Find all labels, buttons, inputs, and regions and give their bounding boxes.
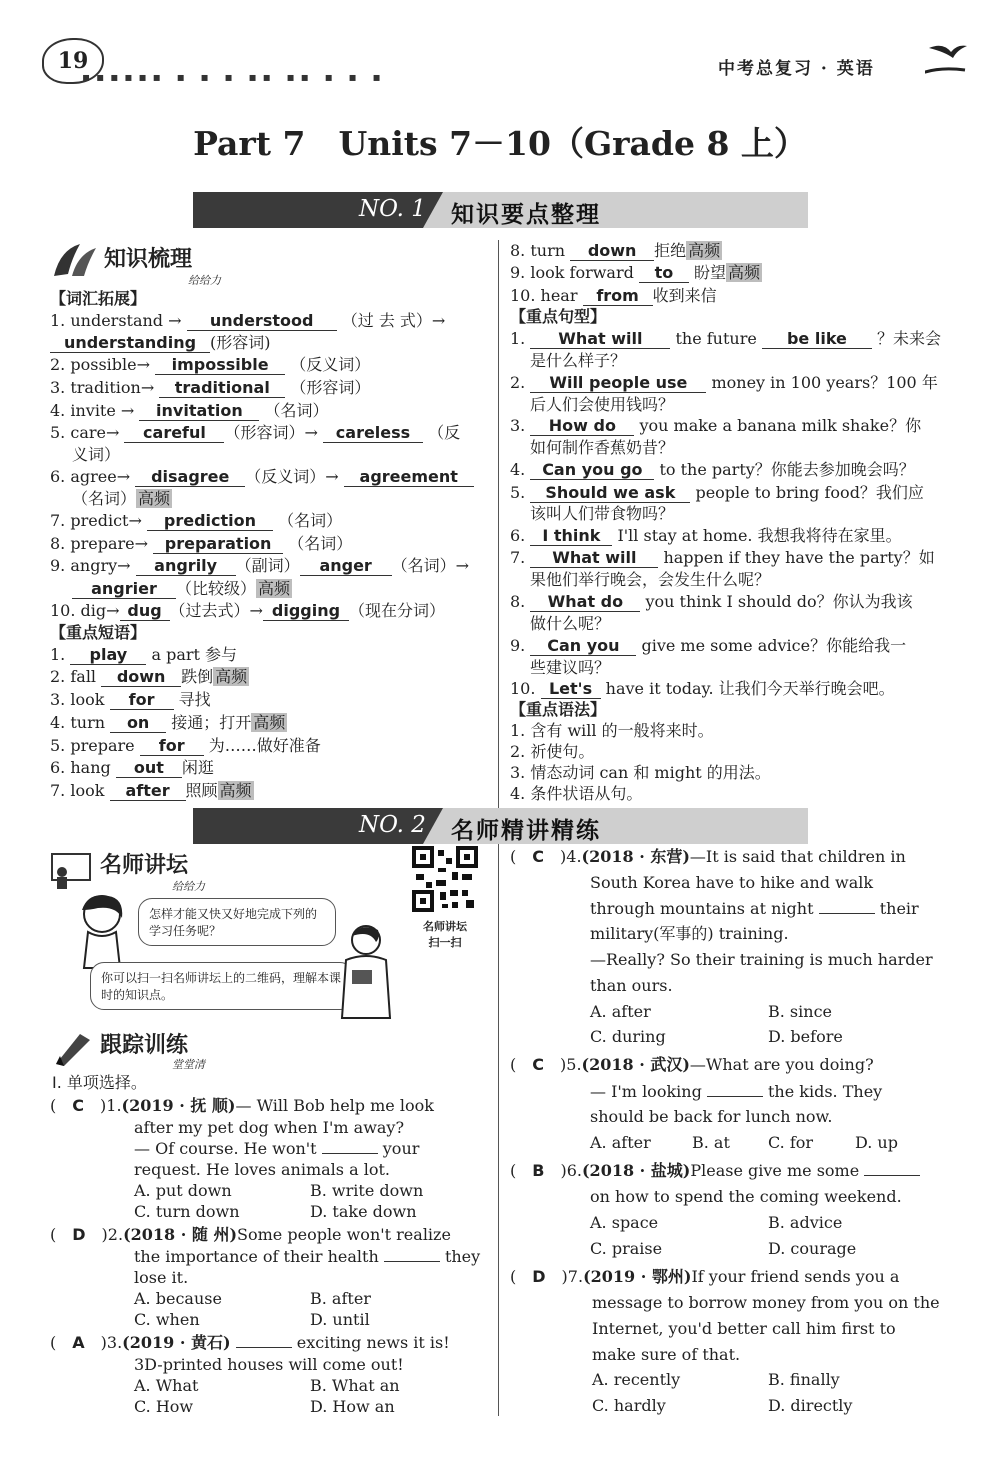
genzong-sub: 堂堂清	[172, 1058, 205, 1071]
q2-option-c: C. when	[134, 1310, 200, 1329]
q7-option-c: C. hardly	[592, 1396, 666, 1415]
grammar-2: 2. 祈使句。	[510, 742, 595, 761]
mingshi-sub: 给给力	[172, 880, 205, 893]
question-7: ( D )7.(2019 · 鄂州)If your friend sends you a	[510, 1267, 900, 1286]
feather-icon	[50, 240, 100, 280]
question-1: ( C )1.(2019 · 抚 顺)— Will Bob help me look	[50, 1096, 434, 1115]
answer-bubble: 你可以扫一扫名师讲坛上的二维码，理解本课时的知识点。	[90, 962, 354, 1010]
header-dots: ▪▪▪▪▪▪ ▪ ▪ ▪ ▪▪ ▪▪ ▪ ▪ ▪	[82, 70, 387, 84]
q1-line-4: request. He loves animals a lot.	[134, 1160, 390, 1179]
q1-line-2: after my pet dog when I'm away?	[134, 1118, 405, 1137]
q3-option-c: C. How	[134, 1397, 194, 1416]
q7-option-d: D. directly	[768, 1396, 853, 1415]
vocab-line-8: 8. prepare→ preparation （名词）	[50, 534, 353, 553]
section-bar-no1	[193, 192, 808, 228]
grammar-4: 4. 条件状语从句。	[510, 784, 643, 803]
q4-line-4: military(军事的) training.	[590, 924, 789, 943]
q4-option-d: D. before	[768, 1027, 843, 1046]
phrase-5: 5. prepare for 为……做好准备	[50, 736, 321, 755]
q7-line-4: make sure of that.	[592, 1345, 741, 1364]
sentence-9b: 些建议吗？	[530, 658, 611, 677]
q1-option-b: B. write down	[310, 1181, 424, 1200]
q1-option-d: D. take down	[310, 1202, 417, 1221]
phrases-heading: 【重点短语】	[50, 623, 147, 642]
q5-line-2: — I'm looking the kids. They	[590, 1082, 883, 1101]
q7-option-a: A. recently	[592, 1370, 681, 1389]
phrase-8: 8. turn down 拒绝 高频	[510, 241, 721, 260]
vocab-line-7: 7. predict→ prediction （名词）	[50, 511, 343, 530]
q7-line-3: Internet, you'd better call him first to	[592, 1319, 896, 1338]
grammar-heading: 【重点语法】	[510, 700, 607, 719]
q5-option-c: C. for	[768, 1133, 814, 1152]
sentence-2: 2. Will people use money in 100 years？100 年	[510, 373, 938, 392]
vocab-line-6b: （名词） 高频	[72, 489, 171, 508]
q4-option-a: A. after	[590, 1002, 651, 1021]
phrase-6: 6. hang out 闲逛	[50, 758, 214, 777]
vocab-line-4: 4. invite → invitation （名词）	[50, 401, 329, 420]
genzong-title: 跟踪训练	[100, 1033, 189, 1058]
sentence-1: 1. What will the future be like ？未来会	[510, 329, 942, 348]
exercise-heading: Ⅰ. 单项选择。	[52, 1073, 147, 1092]
section-title: 名师精讲精练	[451, 818, 601, 844]
section-no: NO. 1	[359, 196, 426, 222]
q4-line-6: than ours.	[590, 976, 673, 995]
question-5: ( C )5.(2018 · 武汉)—What are you doing?	[510, 1055, 874, 1074]
phrase-7: 7. look after 照顾 高频	[50, 781, 252, 800]
q1-option-a: A. put down	[134, 1181, 232, 1200]
phrase-2: 2. fall down 跌倒 高频	[50, 667, 248, 686]
phrase-1: 1. play a part 参与	[50, 645, 238, 664]
sentence-7: 7. What will happen if they have the party？如	[510, 548, 935, 567]
q6-option-a: A. space	[590, 1213, 659, 1232]
q4-option-b: B. since	[768, 1002, 832, 1021]
pen-icon	[50, 1028, 96, 1068]
teacher-icon	[330, 920, 400, 1020]
phrase-4: 4. turn on 接通；打开 高频	[50, 713, 286, 732]
q3-option-a: A. What	[134, 1376, 199, 1395]
q6-option-b: B. advice	[768, 1213, 843, 1232]
qr-label-2: 扫一扫	[428, 936, 462, 949]
grammar-1: 1. 含有 will 的一般将来时。	[510, 721, 714, 740]
q1-option-c: C. turn down	[134, 1202, 240, 1221]
q3-option-d: D. How an	[310, 1397, 395, 1416]
bird-icon	[925, 40, 969, 80]
book-title: 中考总复习 · 英语	[718, 59, 875, 79]
vocab-line-5: 5. care→ careful （形容词）→ careless （反	[50, 423, 461, 442]
q5-line-3: should be back for lunch now.	[590, 1107, 833, 1126]
phrase-10: 10. hear from 收到来信	[510, 286, 717, 305]
vocab-line-9: 9. angry→ angrily （副词） anger （名词）→	[50, 556, 470, 575]
page-number: 19	[42, 38, 104, 84]
q5-option-b: B. at	[692, 1133, 730, 1152]
q2-option-a: A. because	[134, 1289, 222, 1308]
sentence-9: 9. Can you give me some advice？你能给我一	[510, 636, 907, 655]
q4-option-c: C. during	[590, 1027, 666, 1046]
question-4: ( C )4.(2018 · 东营)—It is said that children in	[510, 847, 906, 866]
q6-option-c: C. praise	[590, 1239, 663, 1258]
section-bar-no2	[193, 808, 808, 844]
sentence-5: 5. Should we ask people to bring food？我们应	[510, 483, 924, 502]
grammar-3: 3. 情态动词 can 和 might 的用法。	[510, 763, 771, 782]
q1-line-3: — Of course. He won't your	[134, 1139, 420, 1158]
section-title: 知识要点整理	[451, 202, 601, 228]
q4-line-5: —Really? So their training is much harder	[590, 950, 933, 969]
question-bubble: 怎样才能又快又好地完成下列的学习任务呢？	[138, 898, 336, 946]
question-6: ( B )6.(2018 · 盐城)Please give me some	[510, 1160, 920, 1182]
sentence-7b: 果他们举行晚会，会发生什么呢？	[530, 570, 771, 589]
vocab-line-6: 6. agree→ disagree （反义词）→ agreement	[50, 466, 474, 488]
sentence-8: 8. What do you think I should do？你认为我该	[510, 592, 913, 611]
q2-option-b: B. after	[310, 1289, 371, 1308]
sentence-2b: 后人们会使用钱吗？	[530, 395, 675, 414]
sentence-8b: 做什么呢？	[530, 614, 611, 633]
q7-option-b: B. finally	[768, 1370, 840, 1389]
sentence-4: 4. Can you go to the party？你能去参加晚会吗？	[510, 460, 915, 479]
sentence-3: 3. How do you make a banana milk shake？你	[510, 416, 922, 435]
q5-option-a: A. after	[590, 1133, 651, 1152]
vocab-heading: 【词汇拓展】	[50, 289, 147, 308]
vocab-line-9b: angrier （比较级） 高频	[72, 578, 292, 600]
vocab-line-1: 1. understand → understood （过 去 式）→	[50, 311, 446, 330]
zhishi-title: 知识梳理	[104, 247, 193, 272]
sentence-6: 6. I think I'll stay at home. 我想我将待在家里。	[510, 526, 902, 545]
q4-line-2: South Korea have to hike and walk	[590, 873, 874, 892]
sentence-5b: 该叫人们带食物吗？	[530, 504, 675, 523]
teacher-board-icon	[48, 850, 94, 890]
question-3: ( A )3.(2019 · 黄石) exciting news it is!	[50, 1333, 450, 1352]
q5-option-d: D. up	[855, 1133, 898, 1152]
qr-code-icon[interactable]	[412, 846, 478, 912]
q3-option-b: B. What an	[310, 1376, 400, 1395]
vocab-line-5b: 义词）	[72, 445, 121, 464]
vocab-line-1b: understanding (形容词)	[50, 332, 271, 354]
vocab-line-3: 3. tradition→ traditional （形容词）	[50, 378, 371, 397]
q2-line-2: the importance of their health they	[134, 1247, 481, 1266]
q7-line-2: message to borrow money from you on the	[592, 1293, 940, 1312]
sentence-3b: 如何制作香蕉奶昔？	[530, 438, 675, 457]
q3-line-2: 3D-printed houses will come out!	[134, 1355, 404, 1374]
student-girl-icon	[68, 888, 138, 972]
q2-option-d: D. until	[310, 1310, 370, 1329]
sentence-1b: 是什么样子？	[530, 351, 627, 370]
q6-option-d: D. courage	[768, 1239, 857, 1258]
sentence-10: 10. Let's have it today. 让我们今天举行晚会吧。	[510, 679, 895, 698]
q2-line-3: lose it.	[134, 1268, 189, 1287]
question-2: ( D )2.(2018 · 随 州)Some people won't realize	[50, 1225, 451, 1244]
vocab-line-10: 10. dig→ dug （过去式）→ digging （现在分词）	[50, 601, 445, 620]
section-no: NO. 2	[359, 812, 426, 838]
q4-line-3: through mountains at night their	[590, 899, 919, 918]
sentences-heading: 【重点句型】	[510, 307, 607, 326]
phrase-3: 3. look for 寻找	[50, 690, 211, 709]
vocab-line-2: 2. possible→ impossible （反义词）	[50, 355, 371, 374]
qr-label-1: 名师讲坛	[423, 920, 467, 933]
q6-line-2: on how to spend the coming weekend.	[590, 1187, 902, 1206]
phrase-9: 9. look forward to 盼望 高频	[510, 263, 761, 282]
mingshi-title: 名师讲坛	[100, 853, 189, 878]
part-title: Part 7 Units 7－10（Grade 8 上）	[193, 124, 807, 163]
zhishi-sub: 给给力	[188, 274, 221, 287]
